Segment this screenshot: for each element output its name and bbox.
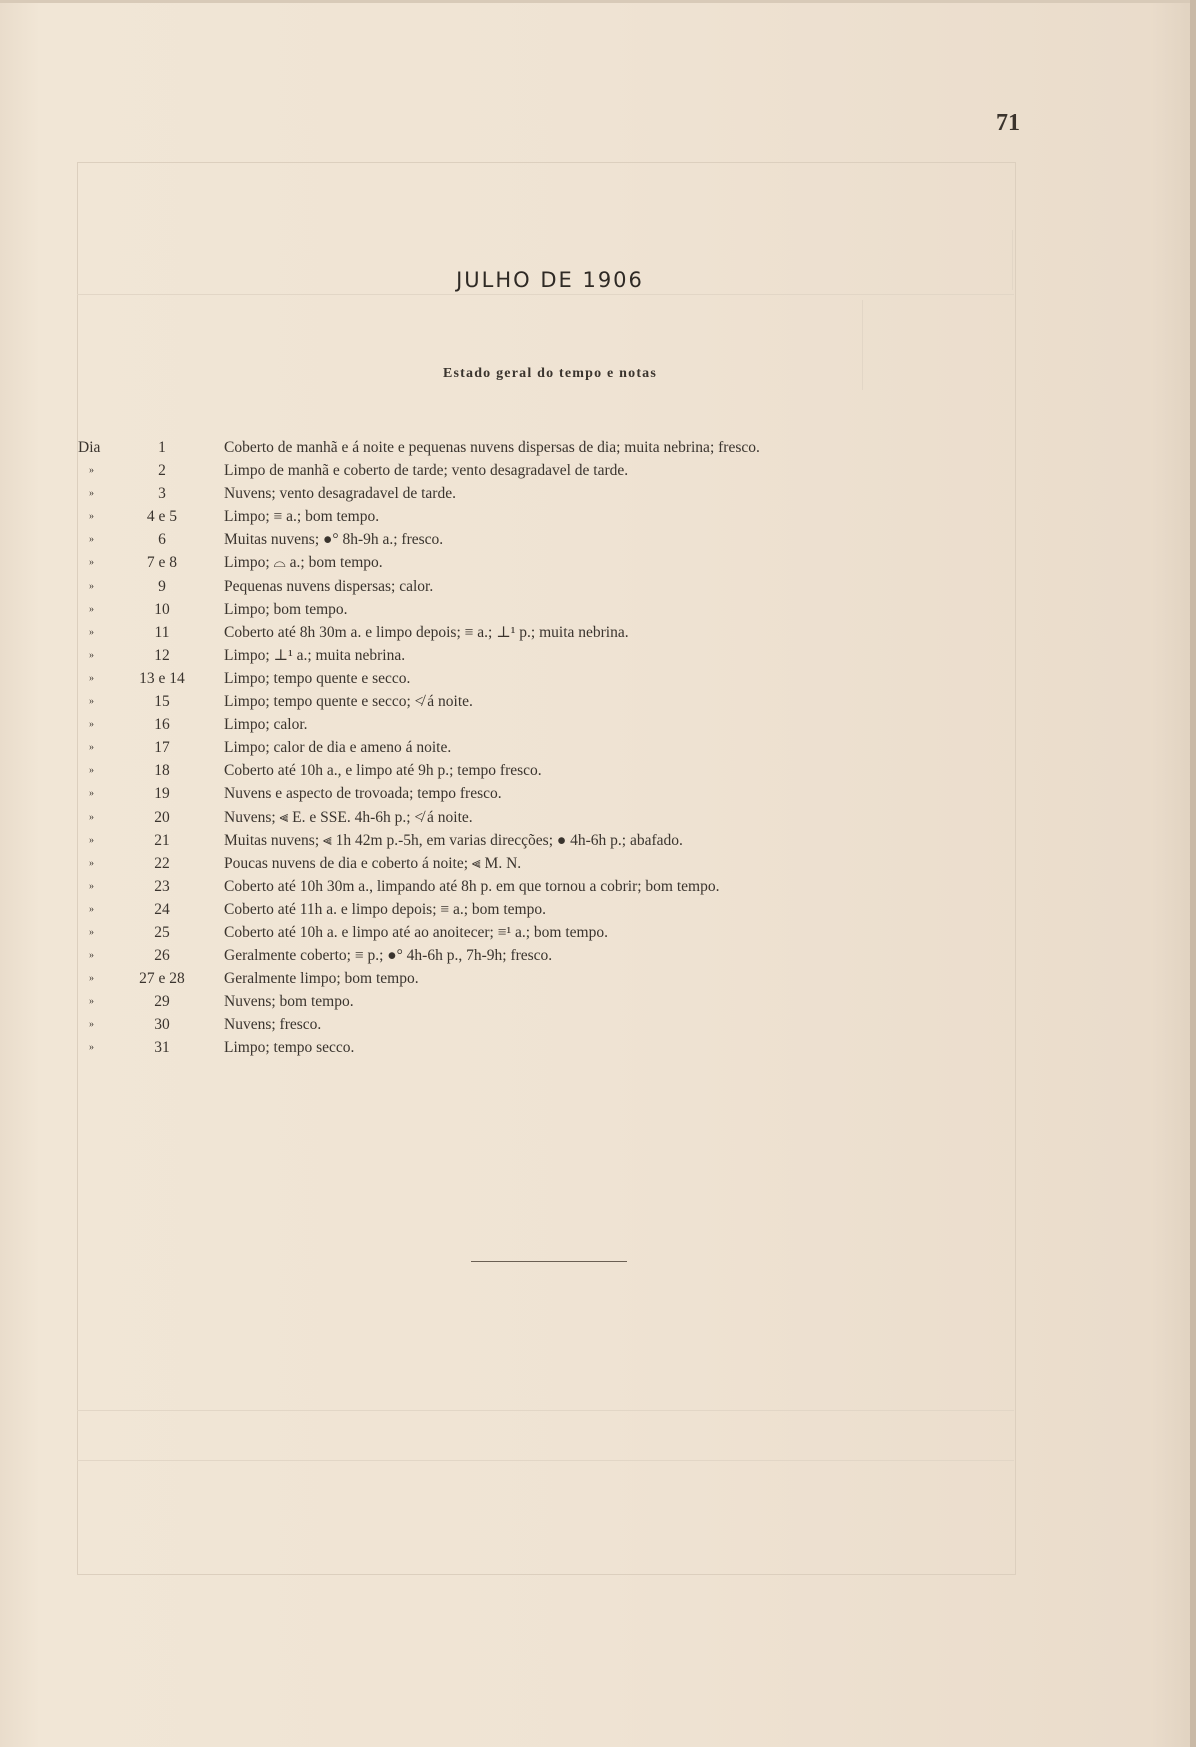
row-marker: » bbox=[89, 557, 94, 569]
weather-note: Muitas nuvens; ⫷ 1h 42m p.-5h, em varias direcções; ● 4h-6h p.; abafado. bbox=[224, 831, 683, 849]
list-item bbox=[0, 782, 1000, 805]
row-marker: » bbox=[89, 1042, 94, 1054]
section-subtitle: Estado geral do tempo e notas bbox=[442, 366, 658, 381]
list-item bbox=[0, 505, 1000, 528]
row-marker: » bbox=[89, 788, 94, 800]
page-top-edge bbox=[0, 0, 1196, 3]
weather-note: Limpo; bom tempo. bbox=[224, 600, 348, 618]
day-number: 10 bbox=[154, 600, 170, 618]
row-marker: » bbox=[89, 996, 94, 1008]
row-marker: » bbox=[89, 926, 94, 938]
list-item bbox=[0, 875, 1000, 898]
day-number: 20 bbox=[154, 808, 170, 826]
list-item bbox=[0, 759, 1000, 782]
weather-note: Limpo; calor de dia e ameno á noite. bbox=[224, 739, 452, 757]
day-number: 9 bbox=[158, 577, 166, 595]
day-number: 2 bbox=[158, 462, 166, 480]
weather-note: Limpo; tempo quente e secco. bbox=[224, 669, 411, 687]
list-item bbox=[0, 459, 1000, 482]
day-number: 6 bbox=[158, 531, 166, 549]
list-item bbox=[0, 921, 1000, 944]
weather-note: Limpo; ⊥¹ a.; muita nebrina. bbox=[224, 646, 406, 664]
weather-note: Nuvens; ⫷ E. e SSE. 4h-6h p.; ≮ á noite. bbox=[224, 808, 473, 826]
list-item bbox=[0, 1036, 1000, 1059]
day-number: 12 bbox=[154, 646, 170, 664]
weather-note: Muitas nuvens; ●° 8h-9h a.; fresco. bbox=[224, 531, 444, 549]
list-item bbox=[0, 690, 1000, 713]
day-number: 1 bbox=[158, 439, 166, 456]
list-item bbox=[0, 944, 1000, 967]
list-item bbox=[0, 482, 1000, 505]
weather-note: Nuvens; bom tempo. bbox=[224, 993, 354, 1011]
day-number: 16 bbox=[154, 716, 170, 734]
day-number: 21 bbox=[154, 831, 170, 849]
row-marker: » bbox=[89, 719, 94, 731]
bleed-through-line bbox=[77, 1460, 1014, 1461]
bleed-through-line bbox=[77, 1410, 1014, 1411]
page-number: 71 bbox=[996, 110, 1020, 136]
day-number: 27 e 28 bbox=[139, 970, 185, 988]
closing-rule bbox=[471, 1261, 627, 1262]
row-marker: » bbox=[89, 973, 94, 985]
row-marker: » bbox=[89, 649, 94, 661]
weather-note: Pequenas nuvens dispersas; calor. bbox=[224, 577, 434, 595]
day-number: 23 bbox=[154, 877, 170, 895]
list-item bbox=[0, 898, 1000, 921]
day-number: 24 bbox=[154, 900, 170, 918]
row-marker: » bbox=[89, 534, 94, 546]
weather-note: Nuvens e aspecto de trovoada; tempo fresco. bbox=[224, 785, 502, 803]
weather-notes-list bbox=[0, 436, 1000, 1060]
weather-note: Coberto até 8h 30m a. e limpo depois; ≡ a.; ⊥¹ p.; muita nebrina. bbox=[224, 623, 629, 641]
day-number: 17 bbox=[154, 739, 170, 757]
weather-note: Poucas nuvens de dia e coberto á noite; ⫷ M. N. bbox=[224, 854, 522, 872]
list-item bbox=[0, 528, 1000, 551]
row-marker: » bbox=[89, 580, 94, 592]
day-number: 18 bbox=[154, 762, 170, 780]
weather-note: Geralmente coberto; ≡ p.; ●° 4h-6h p., 7h-9h; fresco. bbox=[224, 947, 553, 965]
list-item bbox=[0, 713, 1000, 736]
row-marker: » bbox=[89, 603, 94, 615]
row-marker: » bbox=[89, 765, 94, 777]
weather-note: Coberto até 11h a. e limpo depois; ≡ a.; bom tempo. bbox=[224, 900, 546, 918]
row-marker: » bbox=[89, 488, 94, 500]
row-marker: » bbox=[89, 672, 94, 684]
weather-note: Nuvens; vento desagradavel de tarde. bbox=[224, 485, 456, 503]
weather-note: Limpo; calor. bbox=[224, 716, 308, 734]
weather-note: Limpo de manhã e coberto de tarde; vento desagradavel de tarde. bbox=[224, 462, 629, 480]
list-item bbox=[0, 967, 1000, 990]
day-number: 29 bbox=[154, 993, 170, 1011]
day-number: 22 bbox=[154, 854, 170, 872]
row-marker: Dia bbox=[78, 439, 101, 456]
row-marker: » bbox=[89, 465, 94, 477]
row-marker: » bbox=[89, 696, 94, 708]
weather-note: Geralmente limpo; bom tempo. bbox=[224, 970, 419, 988]
row-marker: » bbox=[89, 903, 94, 915]
list-item bbox=[0, 644, 1000, 667]
list-item bbox=[0, 621, 1000, 644]
list-item bbox=[0, 990, 1000, 1013]
row-marker: » bbox=[89, 950, 94, 962]
list-item bbox=[0, 852, 1000, 875]
weather-note: Limpo; ⌓ a.; bom tempo. bbox=[224, 554, 383, 572]
row-marker: » bbox=[89, 880, 94, 892]
weather-note: Coberto até 10h a., e limpo até 9h p.; tempo fresco. bbox=[224, 762, 542, 780]
day-number: 31 bbox=[154, 1039, 170, 1057]
day-number: 26 bbox=[154, 947, 170, 965]
weather-note: Limpo; tempo secco. bbox=[224, 1039, 355, 1057]
weather-note: Nuvens; fresco. bbox=[224, 1016, 322, 1034]
day-number: 30 bbox=[154, 1016, 170, 1034]
row-marker: » bbox=[89, 834, 94, 846]
bleed-through-line bbox=[77, 294, 1014, 295]
list-item bbox=[0, 1013, 1000, 1036]
list-item bbox=[0, 829, 1000, 852]
list-item bbox=[0, 598, 1000, 621]
day-number: 11 bbox=[154, 623, 170, 641]
weather-note: Coberto até 10h 30m a., limpando até 8h p. em que tornou a cobrir; bom tempo. bbox=[224, 877, 720, 895]
list-item bbox=[0, 551, 1000, 574]
day-number: 4 e 5 bbox=[146, 508, 178, 526]
day-number: 3 bbox=[158, 485, 166, 503]
day-number: 25 bbox=[154, 923, 170, 941]
list-item bbox=[0, 436, 1000, 459]
day-number: 15 bbox=[154, 693, 170, 711]
row-marker: » bbox=[89, 811, 94, 823]
row-marker: » bbox=[89, 1019, 94, 1031]
page-title: JULHO DE 1906 bbox=[456, 268, 644, 292]
day-number: 13 e 14 bbox=[139, 669, 185, 687]
list-item bbox=[0, 667, 1000, 690]
day-number: 7 e 8 bbox=[146, 554, 178, 572]
weather-note: Limpo; tempo quente e secco; ≮ á noite. bbox=[224, 693, 473, 711]
weather-note: Limpo; ≡ a.; bom tempo. bbox=[224, 508, 380, 526]
list-item bbox=[0, 575, 1000, 598]
weather-note: Coberto até 10h a. e limpo até ao anoitecer; ≡¹ a.; bom tempo. bbox=[224, 923, 608, 941]
day-number: 19 bbox=[154, 785, 170, 803]
row-marker: » bbox=[89, 857, 94, 869]
list-item bbox=[0, 806, 1000, 829]
row-marker: » bbox=[89, 511, 94, 523]
row-marker: » bbox=[89, 626, 94, 638]
list-item bbox=[0, 736, 1000, 759]
page-right-edge bbox=[1190, 0, 1196, 1747]
weather-note: Coberto de manhã e á noite e pequenas nuvens dispersas de dia; muita nebrina; fresco. bbox=[224, 439, 760, 456]
row-marker: » bbox=[89, 742, 94, 754]
